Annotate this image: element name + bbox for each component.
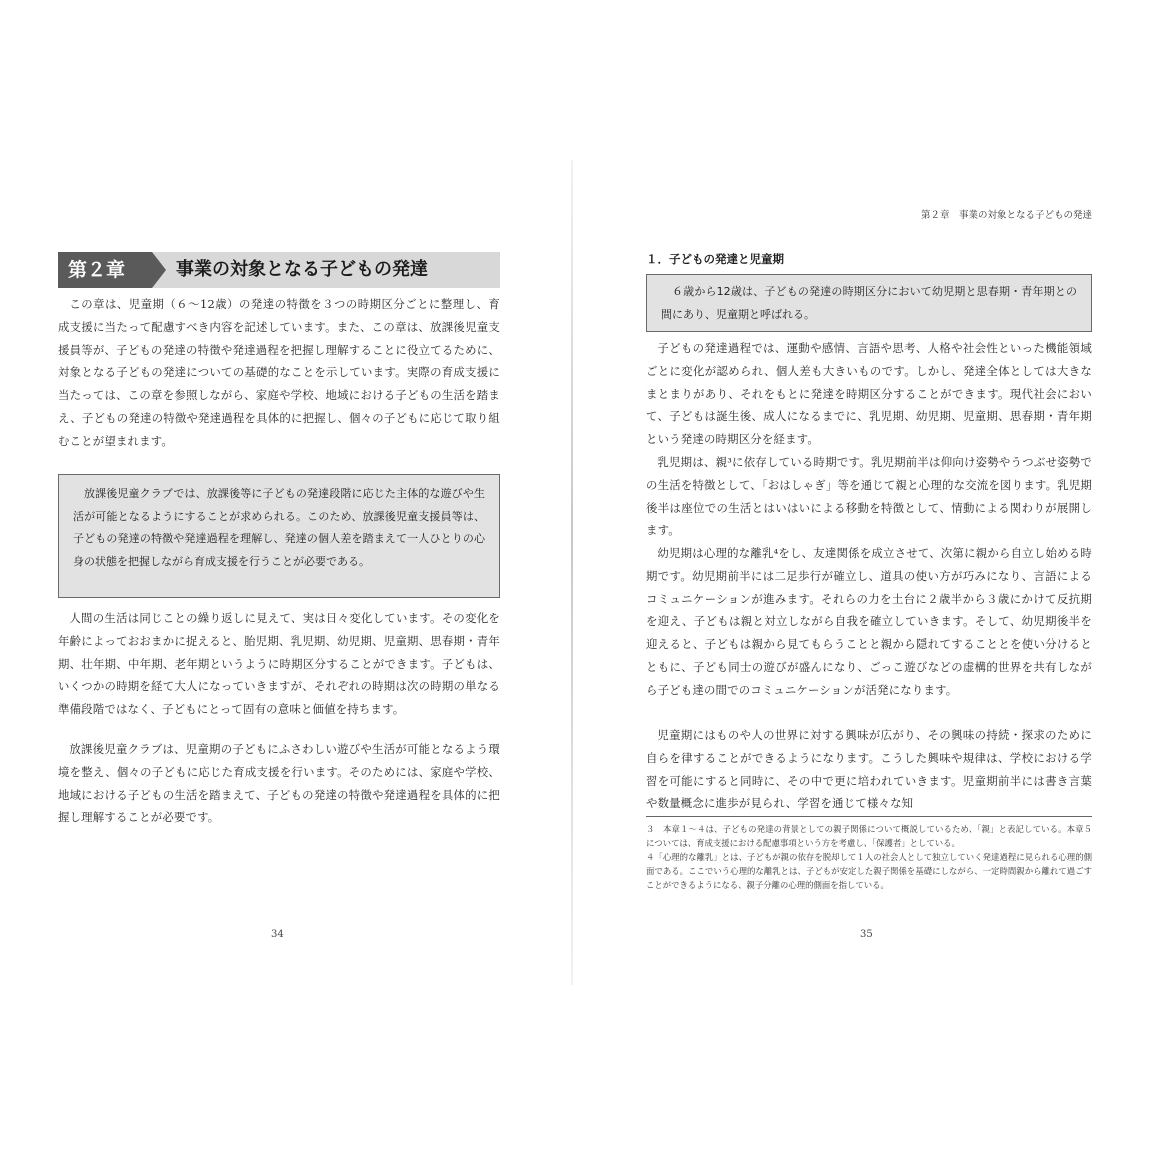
body-paragraph-4: 児童期にはものや人の世界に対する興味が広がり、その興味の持続・探求のために自らを律することができるようになります。こうした興味や規律は、学校における学習を可能にすると同時に、その中で更に培われていきます。児童期前半には書き言葉や数量概念に進歩が見られ、学習を通じて様々な知 [646, 728, 1092, 811]
body-paragraph-2: 放課後児童クラブは、児童期の子どもにふさわしい遊びや生活が可能となるよう環境を整え、個々の子どもに応じた育成支援を行います。そのためには、家庭や学校、地域における子どもの生活を踏まえて、子どもの発達の特徴や発達過程を具体的に把握し理解することが必要です。 [58, 742, 500, 825]
left-summary-text: 放課後児童クラブでは、放課後等に子どもの発達段階に応じた主体的な遊びや生活が可能となるようにすることが求められる。このため、放課後児童支援員等は、子どもの発達の特徴や発達過程を理解し、発達の個人差を踏まえて一人ひとりの心身の状態を把握しながら育成支援を行うことが必要である。 [73, 487, 485, 568]
chapter-number: 第２章 [58, 252, 152, 288]
right-summary-box [646, 274, 1092, 332]
footnote-divider [646, 816, 1092, 817]
chapter-intro: この章は、児童期（６～12歳）の発達の特徴を３つの時期区分ごとに整理し、育成支援に当たって配慮すべき内容を記述しています。また、この章は、放課後児童支援員等が、子どもの発達の特徴や発達過程を把握し理解することに役立てるために、対象となる子どもの発達についての基礎的なことを示しています。実際の育成支援に当たっては、この章を参照しながら、家庭や学校、地域における子どもの生活を踏まえ、子どもの発達の特徴や発達過程を具体的に把握し、個々の子どもに応じて取り組むことが望まれます。 [58, 297, 500, 448]
footnotes [646, 822, 1092, 892]
running-head: 第２章 事業の対象となる子どもの発達 [920, 210, 1092, 221]
right-summary-text: ６歳から12歳は、子どもの発達の時期区分において幼児期と思春期・青年期との間にあり、児童期と呼ばれる。 [661, 285, 1077, 321]
chapter-arrow-icon [152, 252, 166, 288]
page-number-right: 35 [860, 929, 873, 940]
section-heading: １．子どもの発達と児童期 [646, 252, 784, 266]
body-paragraph-1: 子どもの発達過程では、運動や感情、言語や思考、人格や社会性といった機能領域ごとに変化が認められ、個人差も大きいものです。しかし、発達全体としては大きなまとまりがあり、それをもとに発達を時期区分することができます。現代社会において、子どもは誕生後、成人になるまでに、乳児期、幼児期、児童期、思春期・青年期という発達の時期区分を経ます。 [646, 341, 1092, 447]
page-gutter [571, 160, 573, 985]
chapter-title-band [58, 252, 500, 288]
body-paragraph-2: 乳児期は、親³に依存している時期です。乳児期前半は仰向け姿勢やうつぶせ姿勢での生活を特徴として、「おはしゃぎ」等を通じて親と心理的な交流を図ります。乳児期後半は座位での生活とはいはいによる移動を特徴として、情動による関わりが展開します。 [646, 455, 1092, 538]
chapter-title: 事業の対象となる子どもの発達 [176, 259, 428, 280]
footnote-4: ４「心理的な離乳」とは、子どもが親の依存を脱却して１人の社会人として独立していく発達過程に見られる心理的側面である。ここでいう心理的な離乳とは、子どもが安定した親子関係を基礎にしながら、一定時間親から離れて過ごすことができるようになる、親子分離の心理的側面を指している。 [646, 852, 1092, 890]
body-paragraph-3: 幼児期は心理的な離乳⁴をし、友達関係を成立させて、次第に親から自立し始める時期です。幼児期前半には二足歩行が確立し、道具の使い方が巧みになり、言語によるコミュニケーションが進みます。それらの力を土台に２歳半から３歳にかけて反抗期を迎え、子どもは親と対立しながら自我を確立していきます。そして、幼児期後半を迎えると、子どもは親から見てもらうことと親から隠れてすることとを使い分けるとともに、子ども同士の遊びが盛んになり、ごっこ遊びなどの虚構的世界を共有しながら子ども達の間でのコミュニケーションが活発になります。 [646, 546, 1092, 697]
left-summary-box [58, 474, 500, 598]
body-paragraph-1: 人間の生活は同じことの繰り返しに見えて、実は日々変化しています。その変化を年齢によっておおまかに捉えると、胎児期、乳児期、幼児期、児童期、思春期・青年期、壮年期、中年期、老年期というように時期区分することができます。子どもは、いくつかの時期を経て大人になっていきますが、それぞれの時期は次の時期の単なる準備段階ではなく、子どもにとって固有の意味と価値を持ちます。 [58, 611, 500, 717]
footnote-3: ３ 本章１～４は、子どもの発達の背景としての親子関係について概説しているため、「親」と表記している。本章５については、育成支援における配慮事項という方を考慮し、「保護者」としている。 [646, 824, 1092, 848]
page-number-left: 34 [271, 929, 284, 940]
